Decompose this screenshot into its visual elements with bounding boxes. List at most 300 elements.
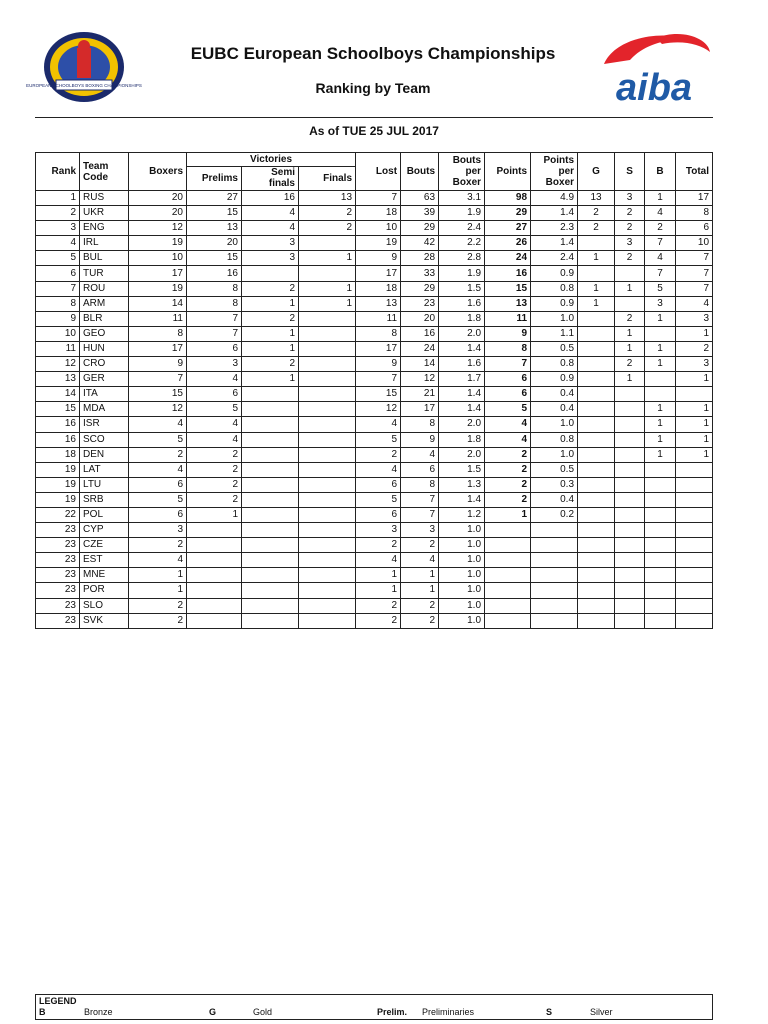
cell-bronze	[645, 462, 676, 477]
header-bouts: Bouts	[401, 153, 439, 191]
cell-finals	[299, 613, 356, 628]
cell-prelims: 6	[187, 341, 242, 356]
cell-semi-finals	[242, 492, 299, 507]
cell-gold	[578, 266, 615, 281]
header-gold: G	[578, 153, 615, 191]
ranking-table	[35, 152, 713, 629]
cell-silver: 2	[615, 357, 645, 372]
cell-bronze	[645, 523, 676, 538]
cell-bouts-per-boxer: 1.4	[439, 387, 485, 402]
cell-lost: 7	[356, 191, 401, 206]
cell-prelims	[187, 553, 242, 568]
aiba-logo	[596, 30, 716, 109]
cell-points: 98	[485, 191, 531, 206]
cell-total	[676, 523, 713, 538]
cell-team-code: SRB	[80, 492, 129, 507]
table-row	[36, 221, 713, 236]
cell-total: 2	[676, 341, 713, 356]
cell-points: 15	[485, 281, 531, 296]
cell-lost: 10	[356, 221, 401, 236]
cell-prelims: 16	[187, 266, 242, 281]
cell-points	[485, 553, 531, 568]
cell-prelims: 2	[187, 447, 242, 462]
cell-finals	[299, 341, 356, 356]
cell-bronze	[645, 492, 676, 507]
cell-finals	[299, 492, 356, 507]
cell-total	[676, 568, 713, 583]
cell-boxers: 2	[129, 598, 187, 613]
cell-points-per-boxer: 1.0	[531, 447, 578, 462]
cell-bronze: 4	[645, 251, 676, 266]
cell-team-code: GER	[80, 372, 129, 387]
table-row	[36, 538, 713, 553]
cell-boxers: 8	[129, 326, 187, 341]
cell-lost: 12	[356, 402, 401, 417]
table-row	[36, 417, 713, 432]
cell-total	[676, 387, 713, 402]
cell-points-per-boxer: 1.1	[531, 326, 578, 341]
cell-prelims	[187, 523, 242, 538]
table-row	[36, 236, 713, 251]
table-row	[36, 387, 713, 402]
cell-points-per-boxer: 0.9	[531, 372, 578, 387]
cell-lost: 8	[356, 326, 401, 341]
cell-total	[676, 492, 713, 507]
cell-bouts-per-boxer: 2.0	[439, 417, 485, 432]
cell-semi-finals: 3	[242, 251, 299, 266]
header-total: Total	[676, 153, 713, 191]
cell-rank: 12	[36, 357, 80, 372]
header-rank: Rank	[36, 153, 80, 191]
cell-bouts: 2	[401, 538, 439, 553]
cell-points-per-boxer: 0.4	[531, 387, 578, 402]
cell-bouts-per-boxer: 1.8	[439, 311, 485, 326]
cell-prelims: 15	[187, 251, 242, 266]
cell-gold	[578, 583, 615, 598]
cell-finals: 1	[299, 251, 356, 266]
table-row	[36, 296, 713, 311]
cell-total: 1	[676, 432, 713, 447]
cell-boxers: 17	[129, 341, 187, 356]
cell-bouts: 23	[401, 296, 439, 311]
cell-semi-finals	[242, 553, 299, 568]
cell-silver: 2	[615, 311, 645, 326]
table-row	[36, 598, 713, 613]
cell-boxers: 2	[129, 538, 187, 553]
cell-bronze: 1	[645, 191, 676, 206]
cell-total: 4	[676, 296, 713, 311]
cell-finals	[299, 598, 356, 613]
table-row	[36, 462, 713, 477]
cell-rank: 23	[36, 553, 80, 568]
cell-finals	[299, 357, 356, 372]
cell-lost: 4	[356, 417, 401, 432]
cell-bronze: 1	[645, 402, 676, 417]
cell-bouts: 24	[401, 341, 439, 356]
cell-finals	[299, 387, 356, 402]
cell-total	[676, 477, 713, 492]
cell-lost: 19	[356, 236, 401, 251]
cell-boxers: 4	[129, 462, 187, 477]
cell-lost: 13	[356, 296, 401, 311]
cell-team-code: ENG	[80, 221, 129, 236]
cell-bouts: 4	[401, 447, 439, 462]
cell-bouts-per-boxer: 2.0	[439, 326, 485, 341]
cell-points-per-boxer: 0.8	[531, 432, 578, 447]
cell-silver	[615, 553, 645, 568]
cell-prelims	[187, 613, 242, 628]
cell-lost: 9	[356, 251, 401, 266]
cell-bouts: 29	[401, 221, 439, 236]
cell-boxers: 12	[129, 402, 187, 417]
cell-gold	[578, 477, 615, 492]
cell-total: 7	[676, 266, 713, 281]
table-row	[36, 281, 713, 296]
cell-finals	[299, 538, 356, 553]
cell-silver: 1	[615, 326, 645, 341]
cell-finals	[299, 326, 356, 341]
cell-points-per-boxer: 1.0	[531, 311, 578, 326]
cell-finals	[299, 553, 356, 568]
cell-total: 3	[676, 311, 713, 326]
cell-bronze	[645, 372, 676, 387]
cell-bouts: 29	[401, 281, 439, 296]
cell-silver: 1	[615, 281, 645, 296]
cell-points-per-boxer: 0.2	[531, 507, 578, 522]
cell-bouts-per-boxer: 1.0	[439, 523, 485, 538]
cell-prelims: 15	[187, 206, 242, 221]
cell-bouts: 8	[401, 477, 439, 492]
cell-silver	[615, 523, 645, 538]
cell-bouts: 3	[401, 523, 439, 538]
cell-boxers: 12	[129, 221, 187, 236]
cell-total: 1	[676, 372, 713, 387]
cell-silver: 3	[615, 191, 645, 206]
cell-bouts-per-boxer: 1.0	[439, 538, 485, 553]
cell-bronze	[645, 387, 676, 402]
cell-team-code: IRL	[80, 236, 129, 251]
cell-gold	[578, 341, 615, 356]
cell-prelims: 13	[187, 221, 242, 236]
cell-bouts-per-boxer: 1.0	[439, 553, 485, 568]
cell-silver: 1	[615, 341, 645, 356]
cell-bouts-per-boxer: 1.9	[439, 266, 485, 281]
cell-points: 4	[485, 417, 531, 432]
cell-semi-finals	[242, 568, 299, 583]
cell-finals	[299, 311, 356, 326]
cell-points: 26	[485, 236, 531, 251]
cell-semi-finals	[242, 432, 299, 447]
cell-points-per-boxer: 2.4	[531, 251, 578, 266]
cell-boxers: 20	[129, 206, 187, 221]
cell-bouts: 1	[401, 583, 439, 598]
table-row	[36, 266, 713, 281]
cell-bronze	[645, 553, 676, 568]
cell-rank: 19	[36, 462, 80, 477]
cell-points: 5	[485, 402, 531, 417]
cell-team-code: ISR	[80, 417, 129, 432]
cell-boxers: 4	[129, 417, 187, 432]
cell-gold	[578, 402, 615, 417]
legend-title: LEGEND	[39, 996, 77, 1006]
cell-boxers: 4	[129, 553, 187, 568]
cell-silver: 2	[615, 221, 645, 236]
cell-boxers: 19	[129, 236, 187, 251]
cell-bouts-per-boxer: 1.2	[439, 507, 485, 522]
cell-bouts: 12	[401, 372, 439, 387]
cell-silver	[615, 477, 645, 492]
cell-boxers: 2	[129, 613, 187, 628]
cell-boxers: 5	[129, 432, 187, 447]
cell-bouts: 4	[401, 553, 439, 568]
cell-finals	[299, 568, 356, 583]
cell-semi-finals	[242, 598, 299, 613]
cell-finals	[299, 432, 356, 447]
cell-gold	[578, 326, 615, 341]
cell-rank: 14	[36, 387, 80, 402]
header-silver: S	[615, 153, 645, 191]
cell-bouts: 7	[401, 507, 439, 522]
cell-bouts: 21	[401, 387, 439, 402]
cell-boxers: 1	[129, 568, 187, 583]
cell-bouts-per-boxer: 1.0	[439, 568, 485, 583]
cell-team-code: POR	[80, 583, 129, 598]
table-row	[36, 341, 713, 356]
cell-lost: 6	[356, 507, 401, 522]
cell-silver: 1	[615, 372, 645, 387]
cell-lost: 6	[356, 477, 401, 492]
cell-finals	[299, 402, 356, 417]
cell-semi-finals: 4	[242, 221, 299, 236]
cell-points: 8	[485, 341, 531, 356]
cell-lost: 2	[356, 538, 401, 553]
cell-semi-finals	[242, 477, 299, 492]
cell-prelims: 3	[187, 357, 242, 372]
cell-points-per-boxer: 0.4	[531, 492, 578, 507]
cell-bronze	[645, 507, 676, 522]
cell-bouts-per-boxer: 1.6	[439, 296, 485, 311]
cell-team-code: CZE	[80, 538, 129, 553]
cell-rank: 6	[36, 266, 80, 281]
cell-gold	[578, 462, 615, 477]
cell-total: 1	[676, 447, 713, 462]
cell-semi-finals	[242, 523, 299, 538]
cell-rank: 16	[36, 417, 80, 432]
cell-total: 1	[676, 402, 713, 417]
cell-team-code: POL	[80, 507, 129, 522]
cell-silver: 2	[615, 206, 645, 221]
cell-total: 17	[676, 191, 713, 206]
cell-gold	[578, 372, 615, 387]
cell-semi-finals: 1	[242, 326, 299, 341]
cell-boxers: 5	[129, 492, 187, 507]
table-row	[36, 402, 713, 417]
cell-prelims: 27	[187, 191, 242, 206]
cell-rank: 4	[36, 236, 80, 251]
cell-total	[676, 598, 713, 613]
cell-semi-finals: 2	[242, 281, 299, 296]
header-finals: Finals	[299, 166, 356, 190]
cell-boxers: 6	[129, 477, 187, 492]
cell-bouts-per-boxer: 2.8	[439, 251, 485, 266]
legend-value-silver: Silver	[590, 1007, 613, 1017]
cell-boxers: 3	[129, 523, 187, 538]
cell-prelims	[187, 538, 242, 553]
cell-semi-finals	[242, 447, 299, 462]
aiba-logo-text: aiba	[616, 67, 693, 109]
cell-bouts: 1	[401, 568, 439, 583]
cell-team-code: ROU	[80, 281, 129, 296]
cell-total: 6	[676, 221, 713, 236]
header-team-code: Team Code	[80, 153, 129, 191]
cell-semi-finals	[242, 266, 299, 281]
cell-rank: 23	[36, 568, 80, 583]
page-title: EUBC European Schoolboys Championships	[190, 44, 556, 63]
cell-finals: 2	[299, 221, 356, 236]
cell-finals: 1	[299, 281, 356, 296]
cell-lost: 3	[356, 523, 401, 538]
cell-points-per-boxer: 1.0	[531, 417, 578, 432]
cell-finals: 1	[299, 296, 356, 311]
table-row	[36, 507, 713, 522]
cell-lost: 5	[356, 492, 401, 507]
cell-points-per-boxer: 1.4	[531, 206, 578, 221]
table-row	[36, 583, 713, 598]
cell-lost: 11	[356, 311, 401, 326]
cell-points-per-boxer: 0.5	[531, 462, 578, 477]
cell-bronze	[645, 613, 676, 628]
cell-prelims	[187, 583, 242, 598]
cell-finals: 2	[299, 206, 356, 221]
cell-team-code: LTU	[80, 477, 129, 492]
cell-semi-finals: 1	[242, 296, 299, 311]
cell-finals	[299, 236, 356, 251]
table-row	[36, 432, 713, 447]
cell-bouts-per-boxer: 1.0	[439, 598, 485, 613]
cell-silver	[615, 417, 645, 432]
cell-finals	[299, 477, 356, 492]
cell-gold	[578, 357, 615, 372]
cell-bronze: 1	[645, 311, 676, 326]
cell-bouts-per-boxer: 1.4	[439, 492, 485, 507]
cell-total	[676, 613, 713, 628]
cell-prelims: 4	[187, 432, 242, 447]
header-lost: Lost	[356, 153, 401, 191]
cell-points-per-boxer	[531, 538, 578, 553]
cell-points-per-boxer: 1.4	[531, 236, 578, 251]
cell-bouts: 63	[401, 191, 439, 206]
cell-bronze: 7	[645, 236, 676, 251]
cell-rank: 10	[36, 326, 80, 341]
cell-team-code: HUN	[80, 341, 129, 356]
cell-rank: 1	[36, 191, 80, 206]
cell-semi-finals	[242, 402, 299, 417]
cell-total: 10	[676, 236, 713, 251]
cell-finals	[299, 447, 356, 462]
cell-boxers: 15	[129, 387, 187, 402]
cell-rank: 22	[36, 507, 80, 522]
cell-finals	[299, 266, 356, 281]
legend-key-bronze: B	[39, 1007, 46, 1017]
table-row	[36, 568, 713, 583]
cell-lost: 1	[356, 568, 401, 583]
cell-boxers: 6	[129, 507, 187, 522]
cell-prelims: 4	[187, 372, 242, 387]
cell-bouts: 14	[401, 357, 439, 372]
header-points-per-boxer: Points per Boxer	[531, 153, 578, 191]
cell-silver: 2	[615, 251, 645, 266]
cell-gold	[578, 311, 615, 326]
cell-rank: 19	[36, 477, 80, 492]
cell-bronze: 7	[645, 266, 676, 281]
table-row	[36, 477, 713, 492]
cell-silver	[615, 296, 645, 311]
cell-prelims: 1	[187, 507, 242, 522]
logo-left-text: EUROPEAN SCHOOLBOYS BOXING CHAMPIONSHIPS	[26, 83, 142, 88]
cell-finals	[299, 523, 356, 538]
cell-semi-finals	[242, 583, 299, 598]
cell-total: 1	[676, 326, 713, 341]
cell-gold: 1	[578, 281, 615, 296]
cell-bronze: 3	[645, 296, 676, 311]
cell-bouts-per-boxer: 1.5	[439, 462, 485, 477]
cell-bouts-per-boxer: 2.0	[439, 447, 485, 462]
cell-gold	[578, 492, 615, 507]
cell-points-per-boxer: 0.5	[531, 341, 578, 356]
cell-bouts: 42	[401, 236, 439, 251]
cell-prelims: 20	[187, 236, 242, 251]
cell-points: 9	[485, 326, 531, 341]
cell-bronze: 1	[645, 341, 676, 356]
cell-points-per-boxer: 0.3	[531, 477, 578, 492]
header-victories: Victories	[187, 153, 356, 167]
cell-bronze: 5	[645, 281, 676, 296]
cell-points: 11	[485, 311, 531, 326]
cell-semi-finals	[242, 538, 299, 553]
cell-finals	[299, 583, 356, 598]
header-points: Points	[485, 153, 531, 191]
header-bronze: B	[645, 153, 676, 191]
cell-bronze: 1	[645, 417, 676, 432]
legend	[35, 994, 713, 1020]
table-row	[36, 553, 713, 568]
cell-points-per-boxer	[531, 613, 578, 628]
cell-bouts: 2	[401, 598, 439, 613]
cell-gold	[578, 387, 615, 402]
cell-bronze	[645, 568, 676, 583]
cell-points: 2	[485, 462, 531, 477]
cell-prelims: 8	[187, 296, 242, 311]
cell-gold: 2	[578, 221, 615, 236]
cell-prelims: 2	[187, 492, 242, 507]
cell-bronze	[645, 538, 676, 553]
cell-boxers: 1	[129, 583, 187, 598]
cell-semi-finals	[242, 417, 299, 432]
cell-points: 7	[485, 357, 531, 372]
cell-lost: 4	[356, 553, 401, 568]
championship-logo	[26, 30, 142, 104]
cell-bouts-per-boxer: 1.0	[439, 583, 485, 598]
cell-lost: 4	[356, 462, 401, 477]
cell-lost: 18	[356, 281, 401, 296]
cell-silver	[615, 507, 645, 522]
cell-boxers: 7	[129, 372, 187, 387]
cell-semi-finals: 3	[242, 236, 299, 251]
cell-semi-finals	[242, 387, 299, 402]
cell-prelims: 4	[187, 417, 242, 432]
cell-lost: 1	[356, 583, 401, 598]
cell-bouts: 6	[401, 462, 439, 477]
